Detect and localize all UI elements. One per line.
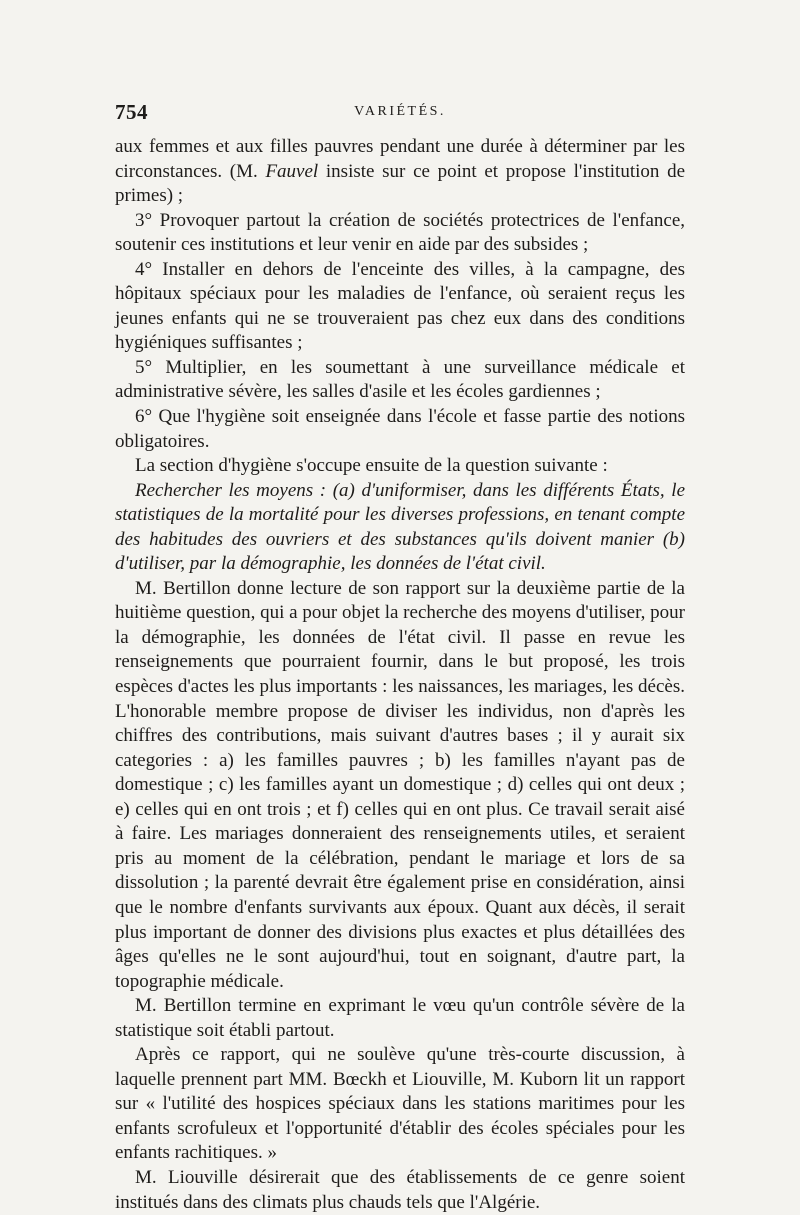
text-run: 6° Que l'hygiène soit enseignée dans l'école et fasse partie des notions obligatoires. <box>115 406 685 452</box>
text-run: aux femmes et aux filles pauvres pendant une durée à déterminer par les circonstances. (M. <box>115 136 685 182</box>
text-run: Après ce rapport, qui ne soulève qu'une très-courte discussion, à laquelle prennent part MM. Bœckh et Liouville, M. Kuborn lit un rapport sur « l'utilité des hospices spéciaux dans les stations maritimes pour les enfants scrofuleux et l'opportunité d'établir des écoles spéciales pour les enfants rachitiques. » <box>115 1044 685 1164</box>
paragraph <box>115 1043 685 1166</box>
running-title: VARIÉTÉS. <box>354 104 446 119</box>
text-run: La section d'hygiène s'occupe ensuite de la question suivante : <box>135 455 608 477</box>
italic-text: Rechercher les moyens : (a) d'uniformiser, dans les différents États, le statistiques de la mortalité pour les diverses professions, en tenant compte des habitudes des ouvriers et des substances qu'ils doivent manier (b) d'utiliser, par la démographie, les données de l'état civil. <box>115 479 685 575</box>
paragraph <box>115 577 685 994</box>
text-run: M. Bertillon donne lecture de son rapport sur la deuxième partie de la huitième question, qui a pour objet la recherche des moyens d'utiliser, pour la démographie, les données de l'état civil. Il passe en revue les renseignements que pourraient fournir, dans le but proposé, les trois espèces d'actes les plus importants : les naissances, les mariages, les décès. L'honorable membre propose de diviser les individus, non d'après les chiffres des contributions, mais suivant d'autres bases ; il y aurait six categories : a) les familles pauvres ; b) les familles n'ayant pas de domestique ; c) les familles ayant un domestique ; d) celles qui ont deux ; e) celles qui en ont trois ; et f) celles qui en ont plus. Ce travail serait aisé à faire. Les mariages donneraient des renseignements utiles, et seraient pris au moment de la célébration, pendant le mariage et lors de sa dissolution ; la parenté devrait être également prise en considération, ainsi que le nombre d'enfants survivants aux époux. Quant aux décès, il serait plus important de donner des divisions plus exactes et plus détaillées des âges qu'elles ne le sont aujourd'hui, tout en soignant, d'autre part, la topographie médicale. <box>115 577 685 992</box>
paragraph <box>115 454 685 479</box>
paragraph <box>115 1166 685 1215</box>
paragraph <box>115 356 685 405</box>
text-run: M. Liouville désirerait que des établissements de ce genre soient institués dans des climats plus chauds tels que l'Algérie. <box>115 1166 685 1213</box>
page-number: 754 <box>115 100 148 124</box>
text-run: 4° Installer en dehors de l'enceinte des villes, à la campagne, des hôpitaux spéciaux pour les maladies de l'enfance, où seraient reçus les jeunes enfants qui ne se trouveraient pas chez eux dans des conditions hygiéniques suffisantes ; <box>115 258 685 354</box>
paragraph <box>115 258 685 356</box>
page-header <box>115 100 685 128</box>
paragraph <box>115 135 685 209</box>
text-run: 5° Multiplier, en les soumettant à une surveillance médicale et administrative sévère, les salles d'asile et les écoles gardiennes ; <box>115 356 685 403</box>
text-run: M. Bertillon termine en exprimant le vœu qu'un contrôle sévère de la statistique soit établi partout. <box>115 995 685 1041</box>
body-text <box>115 135 685 1215</box>
paragraph <box>115 405 685 454</box>
text-run: 3° Provoquer partout la création de sociétés protectrices de l'enfance, soutenir ces institutions et leur venir en aide par des subsides ; <box>115 209 685 256</box>
paragraph <box>115 994 685 1043</box>
text-run: insiste sur ce point et propose l'institution de primes) ; <box>115 160 686 207</box>
paragraph <box>115 479 685 577</box>
paragraph <box>115 209 685 258</box>
italic-text: Fauvel <box>265 160 319 182</box>
